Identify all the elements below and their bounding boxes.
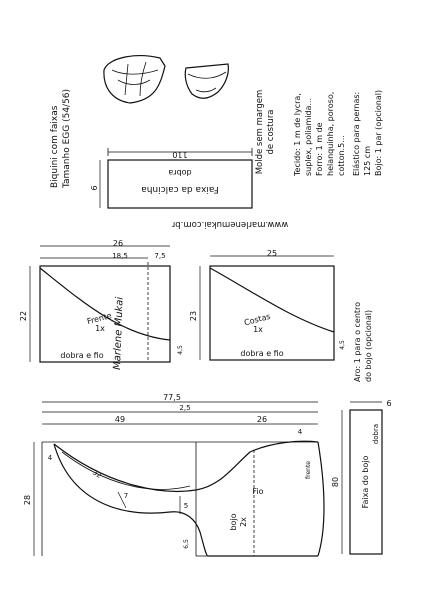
faixa-calcinha-fold: dobra (168, 168, 192, 177)
frente-fold: dobra e fio (60, 351, 104, 360)
signature (112, 296, 126, 370)
bojo-curve: 32 (91, 468, 103, 480)
faixa-calcinha-height: 6 (90, 185, 99, 191)
bojo-seg-b: 26 (256, 415, 268, 424)
title-line1: Biquini com faixas (50, 105, 60, 188)
bojo-seg-c: 2,5 (179, 404, 191, 412)
aro-note (353, 302, 373, 382)
frente-width: 26 (112, 239, 124, 248)
material-line-5: cotton.5... (337, 135, 346, 176)
faixa-calcinha-label: Faixa da calcinha (141, 184, 219, 194)
frente-qty: 1x (95, 324, 105, 333)
bojo-d3: 4 (297, 428, 303, 436)
faixa-bojo-height: 6 (386, 399, 392, 408)
costas-fold: dobra e fio (240, 349, 284, 358)
frente-top-a: 18,5 (112, 252, 128, 260)
bojo-piece (23, 393, 324, 556)
material-line-2: suplex, poliamida... (304, 97, 313, 176)
material-line-3: Forro: 1 m de (315, 122, 324, 176)
costas-piece (189, 249, 346, 360)
bikini-top-illustration (104, 56, 165, 103)
title-line2: Tamanho EGG (54/56) (62, 88, 72, 188)
bojo-height: 28 (23, 494, 32, 506)
bikini-bottom-illustration (185, 64, 228, 98)
costas-label: Costas (243, 311, 272, 328)
material-line-1: Tecido: 1 m de lycra, (293, 93, 302, 176)
frente-height: 22 (19, 310, 28, 322)
bojo-bottom: 6,5 (183, 539, 190, 549)
faixa-calcinha-length: 110 (172, 150, 188, 159)
faixa-bojo-piece (331, 399, 392, 554)
material-line-7: 125 cm (363, 145, 372, 176)
bojo-label: bojo (229, 513, 238, 531)
frente-piece (19, 239, 184, 362)
title-block (50, 89, 72, 189)
margin-note (255, 90, 276, 175)
bojo-left-mark: 4 (47, 454, 53, 462)
bojo-d2: 5 (183, 502, 189, 510)
aro-note-line1: Aro: 1 para o centro (353, 301, 362, 382)
material-line-6: Elástico para pernas: (352, 91, 361, 176)
bojo-seg-a: 49 (114, 415, 126, 424)
faixa-bojo-length: 80 (331, 476, 340, 488)
costas-qty: 1x (253, 325, 263, 334)
faixa-calcinha-piece (90, 148, 252, 208)
material-line-8: Bojo: 1 par (opcional) (374, 89, 383, 176)
bojo-d1: 7 (123, 492, 129, 500)
bojo-grain: Fio (252, 487, 264, 496)
faixa-bojo-label: Faixa do bojo (361, 455, 370, 509)
costas-side: 4,5 (339, 340, 346, 350)
aro-note-line2: do bojo (opcional) (364, 309, 373, 382)
website-text: www.marlenemukai.com.br (171, 219, 289, 229)
material-line-4: helanquinha, poroso, (326, 91, 335, 176)
bojo-total: 77,5 (163, 393, 181, 402)
materials-list (293, 90, 383, 177)
faixa-bojo-fold: dobra (372, 423, 380, 445)
costas-width: 25 (266, 249, 278, 258)
bojo-front: frente (305, 461, 312, 479)
frente-side: 4,5 (177, 345, 184, 355)
margin-note-line2: de costura (266, 109, 276, 155)
margin-note-line1: Molde sem margem (255, 89, 265, 175)
frente-top-b: 7,5 (154, 252, 166, 260)
signature-text: Marlene Mukai (112, 296, 126, 371)
bojo-qty: 2x (239, 517, 248, 527)
frente-label: Frente (86, 310, 113, 327)
costas-height: 23 (189, 310, 198, 322)
